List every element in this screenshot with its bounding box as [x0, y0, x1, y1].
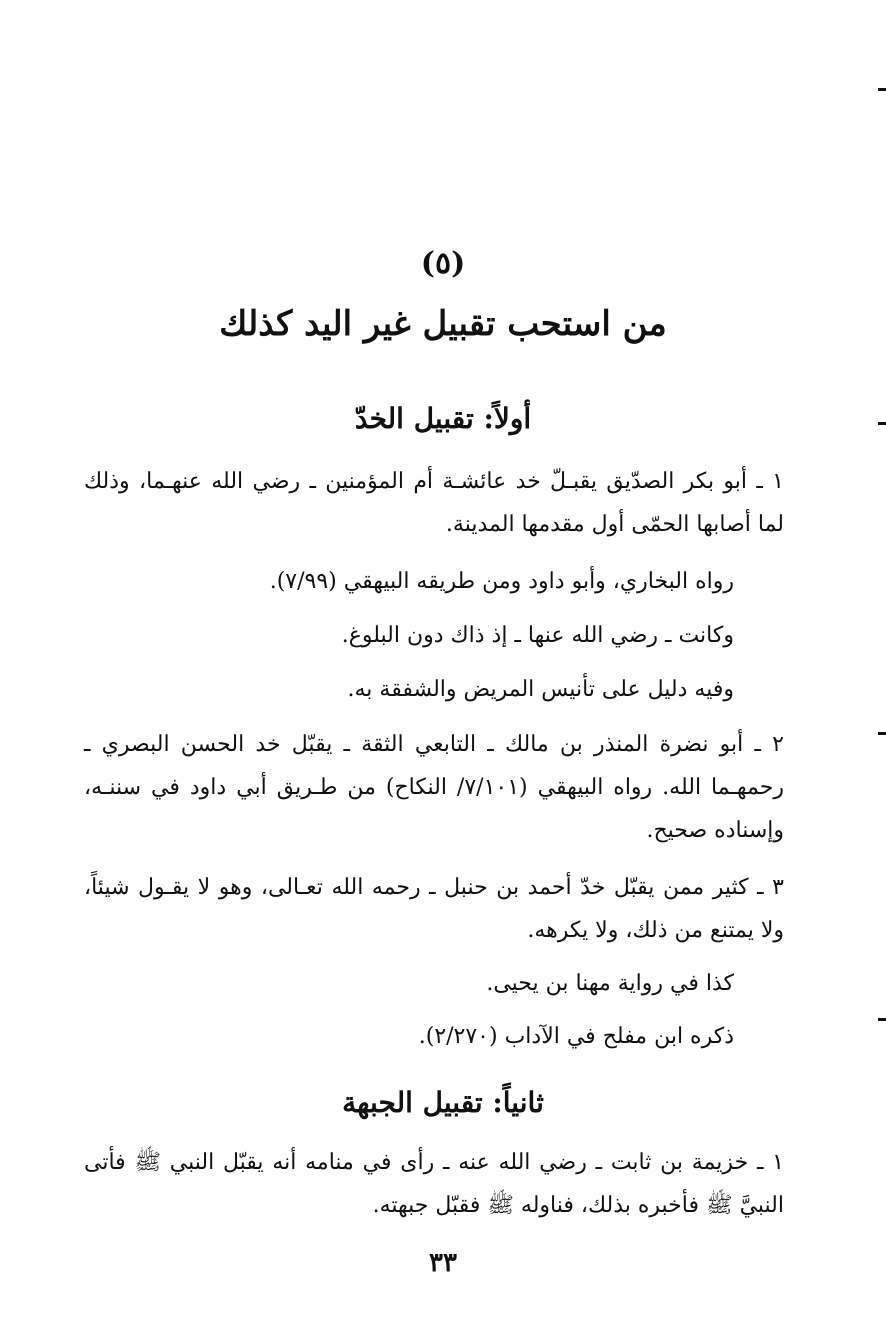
edge-mark	[878, 422, 886, 425]
section-heading-forehead: ثانياً: تقبيل الجبهة	[342, 1086, 544, 1119]
paragraph-narration: رواه البخاري، وأبو داود ومن طريقه البيهقي (٧/٩٩).	[269, 569, 734, 594]
paragraph-khuzayma: ١ ـ خزيمة بن ثابت ـ رضي الله عنه ـ رأى في منامه أنه يقبّل النبي ﷺ فأتى النبيَّ ﷺ فأخبره بذلك، فناوله ﷺ فقبّل جبهته.	[84, 1150, 784, 1218]
paragraph-muhanna: كذا في رواية مهنا بن يحيى.	[486, 971, 734, 996]
section-heading-cheek: أولاً: تقبيل الخدّ	[354, 402, 532, 435]
paragraph-ahmad: ٣ ـ كثير ممن يقبّل خدّ أحمد بن حنبل ـ رحمه الله تعـالى، وهو لا يقـول شيئاً، ولا يمتنع من ذلك، ولا يكرهه.	[84, 875, 784, 943]
paragraph-abubakr: ١ ـ أبو بكر الصدّيق يقبـلّ خد عائشـة أم المؤمنين ـ رضي الله عنهـما، وذلك لما أصابها الحمّى أول مقدمها المدينة.	[84, 469, 784, 537]
edge-mark	[878, 88, 886, 91]
paragraph-abunadra: ٢ ـ أبو نضرة المنذر بن مالك ـ التابعي الثقة ـ يقبّل خد الحسن البصري ـ رحمهـما الله. رواه البيهقي (٧/١٠١/ النكاح) من طـريق أبي داود في سننـه، وإسناده صحيح.	[84, 732, 784, 843]
paragraph-note-age: وكانت ـ رضي الله عنها ـ إذ ذاك دون البلوغ.	[341, 623, 734, 648]
paragraph-lesson: وفيه دليل على تأنيس المريض والشفقة به.	[347, 677, 734, 702]
chapter-title: من استحب تقبيل غير اليد كذلك	[219, 304, 667, 344]
edge-mark	[878, 1018, 886, 1021]
edge-mark	[878, 732, 886, 735]
page-number: ٣٣	[429, 1248, 457, 1278]
paragraph-ibn-muflih: ذكره ابن مفلح في الآداب (٢/٢٧٠).	[418, 1024, 734, 1049]
chapter-number: (٥)	[420, 246, 466, 281]
